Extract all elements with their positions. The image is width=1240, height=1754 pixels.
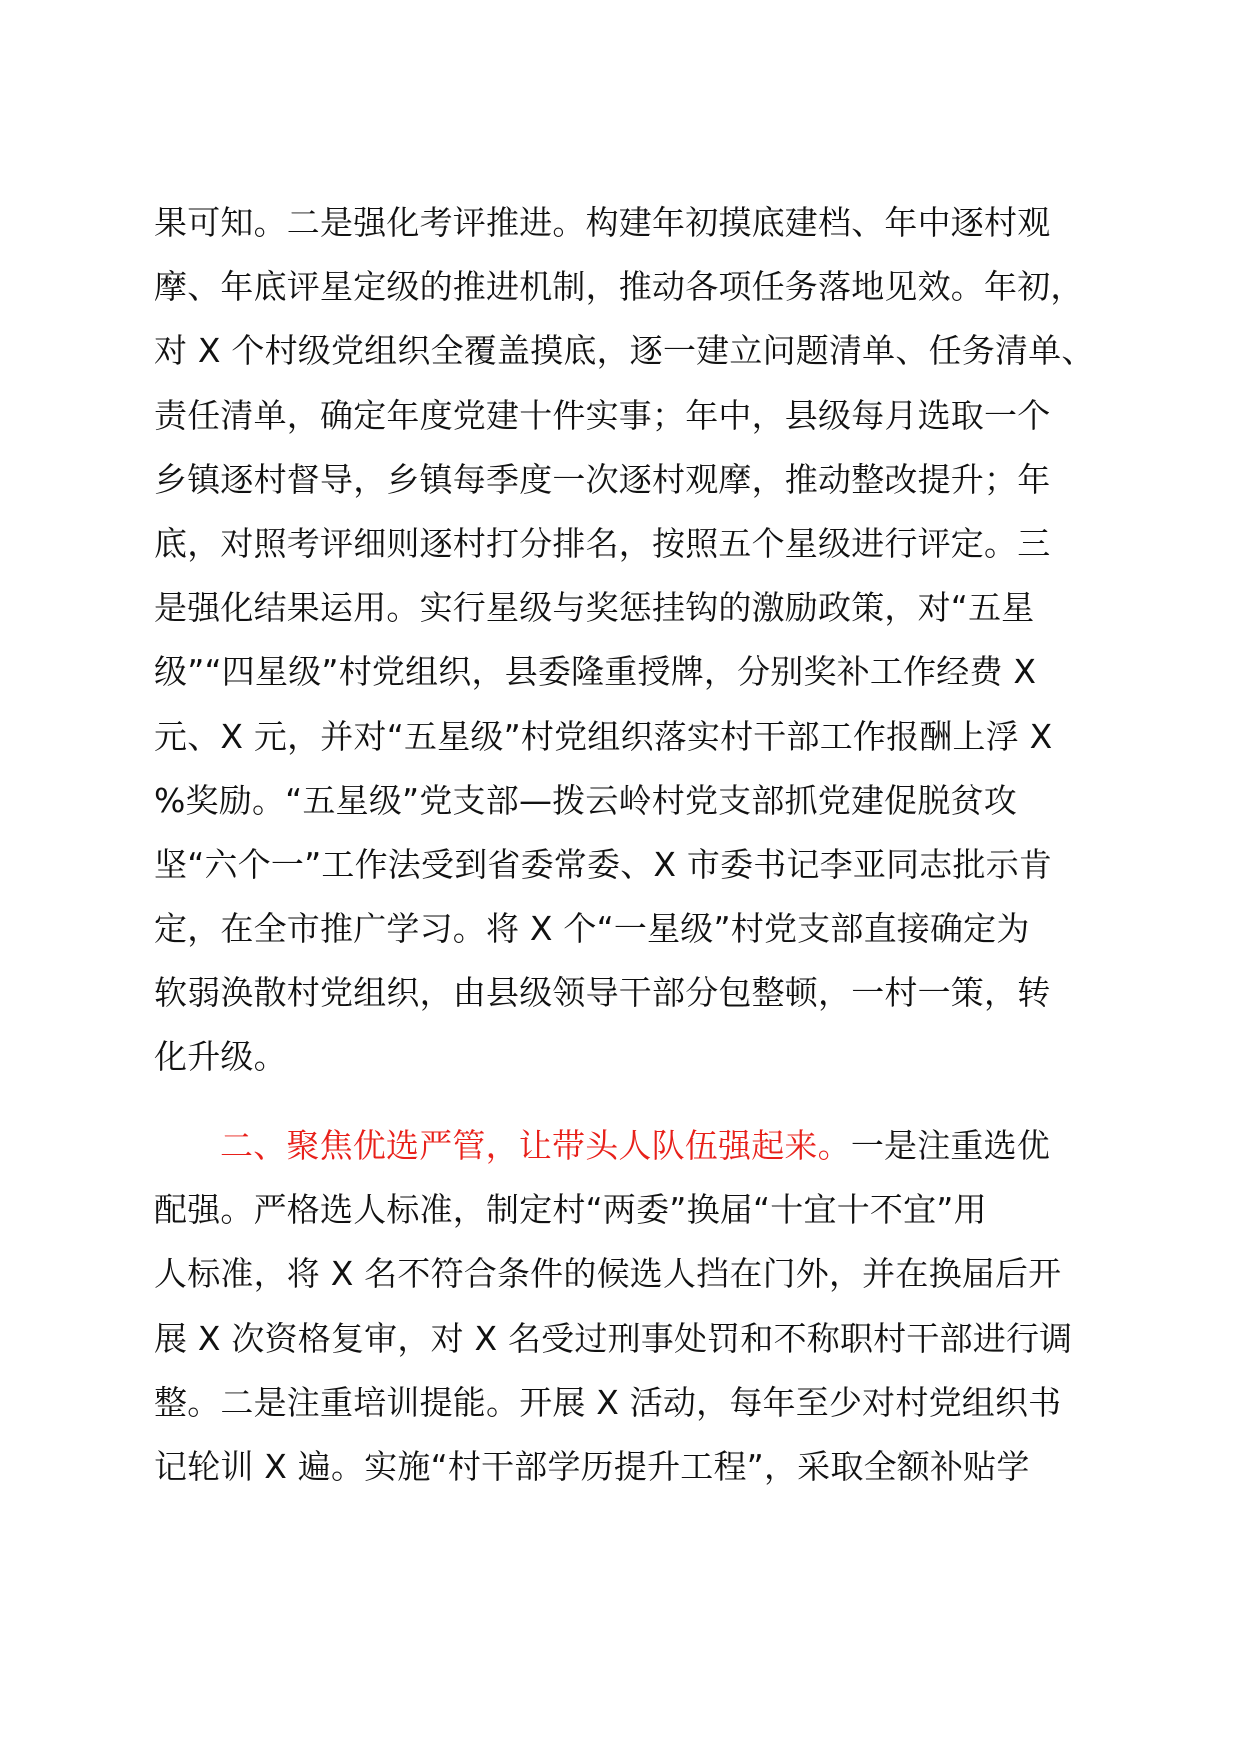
paragraph-line: 元、X 元，并对“五星级”村党组织落实村干部工作报酬上浮 X [154, 716, 1053, 756]
paragraph-line: 软弱涣散村党组织，由县级领导干部分包整顿，一村一策，转 [154, 973, 1051, 1013]
paragraph-first-line [154, 1114, 1094, 1178]
paragraph-line: 配强。严格选人标准，制定村“两委”换届“十宜十不宜”用 [154, 1190, 987, 1230]
paragraph-line: 责任清单，确定年度党建十件实事；年中，县级每月选取一个 [154, 395, 1051, 435]
paragraph-line: 乡镇逐村督导，乡镇每季度一次逐村观摩，推动整改提升；年 [154, 459, 1051, 499]
paragraph-line: 记轮训 X 遍。实施“村干部学历提升工程”，采取全额补贴学 [154, 1446, 1030, 1486]
paragraph-line: 化升级。 [154, 1037, 287, 1077]
paragraph-line: 人标准，将 X 名不符合条件的候选人挡在门外，并在换届后开 [154, 1254, 1062, 1294]
paragraph-line: 定，在全市推广学习。将 X 个“一星级”村党支部直接确定为 [154, 909, 1030, 949]
paragraph-line: 摩、年底评星定级的推进机制，推动各项任务落地见效。年初， [154, 267, 1084, 307]
paragraph-line: 级”“四星级”村党组织，县委隆重授牌，分别奖补工作经费 X [154, 652, 1037, 692]
paragraph-1 [154, 191, 1094, 1090]
paragraph-2 [154, 1114, 1094, 1499]
paragraph-line: 展 X 次资格复审，对 X 名受过刑事处罚和不称职村干部进行调 [154, 1318, 1073, 1358]
paragraph-line: 对 X 个村级党组织全覆盖摸底，逐一建立问题清单、任务清单、 [154, 331, 1095, 371]
paragraph-line: %奖励。“五星级”党支部—拨云岭村党支部抓党建促脱贫攻 [154, 780, 1017, 820]
section-heading: 二、聚焦优选严管，让带头人队伍强起来。 [220, 1126, 851, 1165]
paragraph-line: 果可知。二是强化考评推进。构建年初摸底建档、年中逐村观 [154, 203, 1051, 242]
paragraph-line: 底，对照考评细则逐村打分排名，按照五个星级进行评定。三 [154, 523, 1051, 563]
first-line-rest: 一是注重选优 [850, 1126, 1051, 1165]
paragraph-line: 整。二是注重培训提能。开展 X 活动，每年至少对村党组织书 [154, 1382, 1062, 1422]
paragraph-line: 坚“六个一”工作法受到省委常委、X 市委书记李亚同志批示肯 [154, 844, 1053, 884]
paragraph-line: 是强化结果运用。实行星级与奖惩挂钩的激励政策，对“五星 [154, 588, 1035, 628]
